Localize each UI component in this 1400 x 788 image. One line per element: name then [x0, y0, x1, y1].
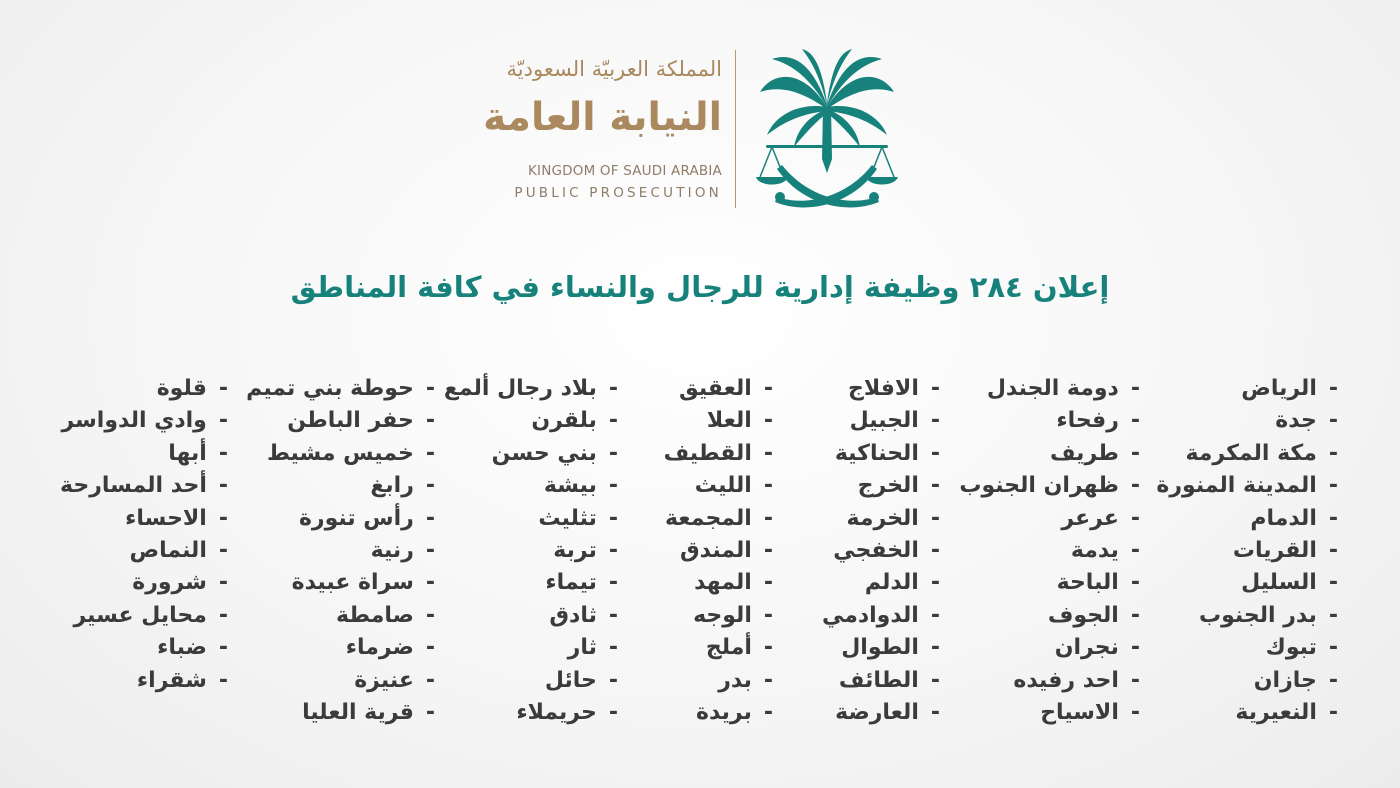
- bullet-dash: -: [608, 635, 618, 661]
- city-name: الافلاج: [847, 376, 919, 401]
- city-name: الرياض: [1241, 376, 1317, 401]
- city-name: أبها: [168, 440, 207, 466]
- city-name: تربة: [553, 537, 597, 563]
- bullet-dash: -: [1130, 699, 1140, 725]
- bullet-dash: -: [425, 440, 435, 466]
- city-name: الباحة: [1056, 570, 1119, 596]
- bullet-dash: -: [608, 473, 618, 499]
- city-item: [246, 567, 435, 599]
- bullet-dash: -: [930, 440, 940, 466]
- kingdom-name-arabic: المملكة العربيّة السعوديّة: [506, 57, 722, 81]
- city-item: [444, 405, 618, 437]
- city-item: [246, 405, 435, 437]
- bullet-dash: -: [930, 699, 940, 725]
- city-name: الخرمة: [846, 505, 919, 531]
- bullet-dash: -: [763, 635, 773, 661]
- bullet-dash: -: [1328, 570, 1338, 596]
- city-item: [664, 405, 773, 437]
- city-item: [959, 405, 1140, 437]
- bullet-dash: -: [608, 602, 618, 628]
- logo-divider: [735, 50, 736, 208]
- bullet-dash: -: [930, 505, 940, 531]
- organization-name-arabic: النيابة العامة: [483, 95, 722, 140]
- city-name: المدينة المنورة: [1156, 473, 1317, 499]
- bullet-dash: -: [1328, 699, 1338, 725]
- cities-list: [0, 373, 1400, 733]
- bullet-dash: -: [763, 473, 773, 499]
- bullet-dash: -: [608, 440, 618, 466]
- city-item: [444, 665, 618, 697]
- city-name: احد رفيده: [1013, 667, 1119, 693]
- bullet-dash: -: [218, 376, 228, 401]
- city-name: وادي الدواسر: [61, 408, 207, 434]
- city-item: [444, 438, 618, 470]
- city-item: [1156, 438, 1338, 470]
- cities-column: [664, 373, 773, 729]
- bullet-dash: -: [1328, 667, 1338, 693]
- city-name: ضرماء: [345, 635, 414, 661]
- city-name: الدمام: [1250, 505, 1317, 531]
- city-name: المجمعة: [664, 505, 752, 531]
- bullet-dash: -: [218, 635, 228, 661]
- city-name: حوطة بني تميم: [246, 376, 414, 401]
- kingdom-name-english: KINGDOM OF SAUDI ARABIA: [527, 163, 722, 179]
- cities-column: [444, 373, 618, 729]
- bullet-dash: -: [1130, 473, 1140, 499]
- cities-column: [246, 373, 435, 729]
- city-item: [246, 632, 435, 664]
- city-name: بلقرن: [531, 408, 597, 434]
- bullet-dash: -: [930, 570, 940, 596]
- city-item: [664, 665, 773, 697]
- city-item: [959, 503, 1140, 535]
- city-item: [60, 470, 228, 502]
- city-item: [444, 470, 618, 502]
- city-item: [822, 503, 940, 535]
- city-item: [60, 665, 228, 697]
- city-name: ضباء: [157, 635, 207, 661]
- city-item: [664, 470, 773, 502]
- city-item: [246, 665, 435, 697]
- city-name: الخرج: [857, 473, 919, 499]
- organization-name-english: PUBLIC PROSECUTION: [514, 185, 722, 201]
- city-item: [1156, 535, 1338, 567]
- city-name: عنيزة: [354, 667, 414, 693]
- city-name: جازان: [1253, 667, 1317, 693]
- city-name: الاحساء: [125, 505, 207, 531]
- city-item: [959, 665, 1140, 697]
- city-item: [246, 438, 435, 470]
- city-name: قلوة: [156, 376, 207, 401]
- city-item: [959, 438, 1140, 470]
- bullet-dash: -: [930, 635, 940, 661]
- city-item: [822, 665, 940, 697]
- city-item: [959, 535, 1140, 567]
- city-name: ظهران الجنوب: [959, 473, 1119, 499]
- bullet-dash: -: [1328, 537, 1338, 563]
- bullet-dash: -: [1328, 440, 1338, 466]
- city-name: رفحاء: [1056, 408, 1119, 434]
- bullet-dash: -: [425, 505, 435, 531]
- bullet-dash: -: [425, 473, 435, 499]
- city-name: عرعر: [1061, 505, 1119, 531]
- bullet-dash: -: [218, 473, 228, 499]
- city-item: [822, 600, 940, 632]
- bullet-dash: -: [608, 667, 618, 693]
- bullet-dash: -: [1328, 376, 1338, 401]
- bullet-dash: -: [1130, 635, 1140, 661]
- city-item: [1156, 665, 1338, 697]
- city-item: [959, 600, 1140, 632]
- city-name: الدوادمي: [821, 602, 919, 628]
- city-item: [664, 600, 773, 632]
- city-name: ثادق: [549, 602, 597, 628]
- city-item: [664, 697, 773, 729]
- city-name: رابغ: [370, 473, 414, 499]
- bullet-dash: -: [1328, 505, 1338, 531]
- bullet-dash: -: [930, 376, 940, 401]
- bullet-dash: -: [930, 537, 940, 563]
- city-name: تبوك: [1265, 635, 1317, 661]
- city-name: العقيق: [678, 376, 752, 401]
- bullet-dash: -: [763, 667, 773, 693]
- city-item: [444, 503, 618, 535]
- city-item: [60, 438, 228, 470]
- city-name: حائل: [544, 667, 597, 693]
- city-name: الخفجي: [833, 537, 919, 563]
- bullet-dash: -: [763, 376, 773, 401]
- bullet-dash: -: [1130, 667, 1140, 693]
- bullet-dash: -: [930, 408, 940, 434]
- city-item: [246, 503, 435, 535]
- logo: [483, 45, 930, 215]
- bullet-dash: -: [425, 408, 435, 434]
- bullet-dash: -: [763, 440, 773, 466]
- city-item: [444, 535, 618, 567]
- city-name: تثليث: [538, 505, 597, 531]
- city-item: [246, 600, 435, 632]
- bullet-dash: -: [930, 667, 940, 693]
- bullet-dash: -: [763, 699, 773, 725]
- city-item: [60, 503, 228, 535]
- city-name: دومة الجندل: [986, 376, 1119, 401]
- city-item: [60, 405, 228, 437]
- city-item: [959, 697, 1140, 729]
- bullet-dash: -: [425, 699, 435, 725]
- city-name: بريدة: [695, 699, 752, 725]
- bullet-dash: -: [763, 537, 773, 563]
- city-item: [664, 632, 773, 664]
- bullet-dash: -: [763, 570, 773, 596]
- city-name: الجبيل: [849, 408, 919, 434]
- city-item: [60, 535, 228, 567]
- announcement-headline: إعلان ٢٨٤ وظيفة إدارية للرجال والنساء في كافة المناطق: [290, 270, 1110, 304]
- city-name: رأس تنورة: [298, 505, 414, 531]
- city-item: [822, 438, 940, 470]
- city-item: [1156, 600, 1338, 632]
- city-item: [959, 373, 1140, 405]
- city-item: [444, 632, 618, 664]
- bullet-dash: -: [608, 699, 618, 725]
- city-name: تيماء: [545, 570, 597, 596]
- city-item: [822, 632, 940, 664]
- city-name: مكة المكرمة: [1185, 440, 1317, 466]
- bullet-dash: -: [1130, 505, 1140, 531]
- bullet-dash: -: [425, 635, 435, 661]
- bullet-dash: -: [763, 602, 773, 628]
- city-item: [1156, 632, 1338, 664]
- city-item: [60, 373, 228, 405]
- city-name: العلا: [706, 408, 752, 434]
- city-name: الجوف: [1047, 602, 1119, 628]
- city-item: [60, 567, 228, 599]
- city-name: بني حسن: [491, 440, 597, 466]
- city-name: شرورة: [132, 570, 207, 596]
- city-name: الاسياح: [1040, 699, 1119, 725]
- bullet-dash: -: [763, 408, 773, 434]
- bullet-dash: -: [1130, 537, 1140, 563]
- city-name: يدمة: [1070, 537, 1119, 563]
- city-name: بلاد رجال ألمع: [443, 376, 597, 401]
- city-item: [444, 373, 618, 405]
- city-name: الطوال: [841, 635, 919, 661]
- city-name: النعيرية: [1235, 699, 1317, 725]
- bullet-dash: -: [1328, 602, 1338, 628]
- bullet-dash: -: [1130, 408, 1140, 434]
- bullet-dash: -: [608, 376, 618, 401]
- city-item: [1156, 405, 1338, 437]
- bullet-dash: -: [218, 602, 228, 628]
- city-name: أملج: [705, 635, 752, 661]
- city-item: [959, 632, 1140, 664]
- cities-column: [60, 373, 228, 697]
- city-item: [1156, 697, 1338, 729]
- cities-column: [959, 373, 1140, 729]
- bullet-dash: -: [218, 570, 228, 596]
- city-name: الوجه: [693, 602, 752, 628]
- city-item: [822, 535, 940, 567]
- city-item: [246, 470, 435, 502]
- bullet-dash: -: [1328, 473, 1338, 499]
- city-name: النماص: [129, 537, 207, 563]
- city-item: [1156, 373, 1338, 405]
- bullet-dash: -: [1328, 408, 1338, 434]
- city-name: الحناكية: [834, 440, 919, 466]
- city-item: [822, 470, 940, 502]
- bullet-dash: -: [1130, 376, 1140, 401]
- city-name: سراة عبيدة: [291, 570, 414, 596]
- city-name: صامطة: [335, 602, 414, 628]
- city-name: المندق: [679, 537, 752, 563]
- city-item: [959, 470, 1140, 502]
- bullet-dash: -: [218, 440, 228, 466]
- city-item: [664, 535, 773, 567]
- city-item: [246, 373, 435, 405]
- city-item: [246, 697, 435, 729]
- city-item: [822, 567, 940, 599]
- city-name: القريات: [1232, 537, 1317, 563]
- city-name: بدر الجنوب: [1199, 602, 1317, 628]
- bullet-dash: -: [608, 408, 618, 434]
- city-name: بيشة: [543, 473, 597, 499]
- city-name: العارضة: [835, 699, 919, 725]
- city-name: السليل: [1241, 570, 1317, 596]
- city-name: رنية: [370, 537, 414, 563]
- city-item: [664, 503, 773, 535]
- cities-column: [822, 373, 940, 729]
- cities-column: [1156, 373, 1338, 729]
- bullet-dash: -: [608, 570, 618, 596]
- city-item: [1156, 567, 1338, 599]
- city-name: شقراء: [136, 667, 207, 693]
- city-name: القطيف: [663, 440, 752, 466]
- bullet-dash: -: [425, 570, 435, 596]
- city-name: الليث: [694, 473, 752, 499]
- bullet-dash: -: [218, 408, 228, 434]
- city-item: [60, 632, 228, 664]
- city-name: طريف: [1049, 440, 1119, 466]
- city-name: حفر الباطن: [287, 408, 414, 434]
- city-item: [822, 373, 940, 405]
- city-name: قرية العليا: [302, 699, 414, 725]
- palm-and-scales-emblem-icon: [752, 47, 902, 212]
- city-name: محايل عسير: [73, 602, 207, 628]
- bullet-dash: -: [930, 473, 940, 499]
- bullet-dash: -: [930, 602, 940, 628]
- city-item: [444, 697, 618, 729]
- city-name: أحد المسارحة: [60, 473, 207, 499]
- city-item: [60, 600, 228, 632]
- bullet-dash: -: [218, 667, 228, 693]
- city-item: [822, 405, 940, 437]
- bullet-dash: -: [218, 505, 228, 531]
- city-name: حريملاء: [516, 699, 597, 725]
- bullet-dash: -: [218, 537, 228, 563]
- bullet-dash: -: [1130, 602, 1140, 628]
- bullet-dash: -: [425, 376, 435, 401]
- city-name: خميس مشيط: [266, 440, 414, 466]
- city-item: [959, 567, 1140, 599]
- city-item: [664, 438, 773, 470]
- city-item: [1156, 470, 1338, 502]
- city-item: [664, 373, 773, 405]
- bullet-dash: -: [425, 537, 435, 563]
- city-name: جدة: [1275, 408, 1317, 434]
- city-item: [444, 567, 618, 599]
- city-item: [444, 600, 618, 632]
- city-name: نجران: [1054, 635, 1119, 661]
- city-name: بدر: [718, 667, 752, 693]
- city-name: الدلم: [864, 570, 919, 596]
- bullet-dash: -: [425, 667, 435, 693]
- city-item: [822, 697, 940, 729]
- bullet-dash: -: [763, 505, 773, 531]
- city-name: الطائف: [838, 667, 919, 693]
- bullet-dash: -: [608, 537, 618, 563]
- bullet-dash: -: [1328, 635, 1338, 661]
- city-item: [246, 535, 435, 567]
- city-name: المهد: [694, 570, 752, 596]
- city-item: [664, 567, 773, 599]
- bullet-dash: -: [425, 602, 435, 628]
- bullet-dash: -: [1130, 570, 1140, 596]
- bullet-dash: -: [1130, 440, 1140, 466]
- city-item: [1156, 503, 1338, 535]
- city-name: ثار: [567, 635, 597, 661]
- bullet-dash: -: [608, 505, 618, 531]
